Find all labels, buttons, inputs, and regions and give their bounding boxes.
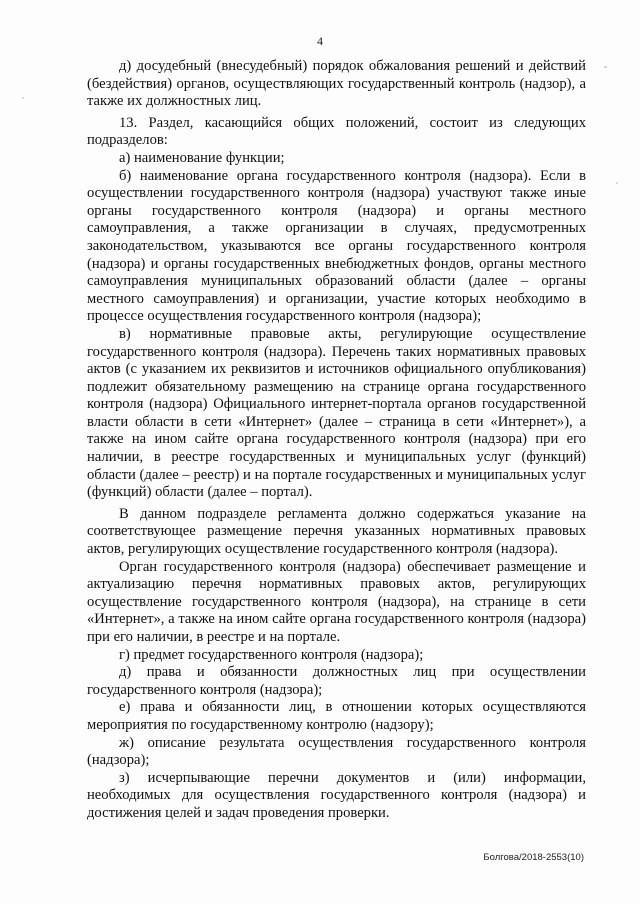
paragraph-item-b: б) наименование органа государственного контроля (надзора). Если в осуществлении государственного контроля (надзора) участвуют также иные органы государственного контроля (надзора) и органы местного самоуправления, а также организации в случаях, предусмотренных законодательством, указываются все органы государственного контроля (надзора) и органы государственных внебюджетных фондов, органы местного самоуправления муниципальных образований области (далее – органы местного самоуправления) и организации, участие которых необходимо в процессе осуществления государственного контроля (надзора); <box>87 167 586 325</box>
paragraph-section-13: 13. Раздел, касающийся общих положений, состоит из следующих подразделов: <box>87 114 586 149</box>
document-reference-code: Болгова/2018-2553(10) <box>483 852 584 863</box>
scan-noise-speck <box>616 182 618 184</box>
paragraph-body-obligation: Орган государственного контроля (надзора) обеспечивает размещение и актуализацию перечня нормативных правовых актов, регулирующих осуществление государственного контроля (надзора), на странице в сети «Интернет», а также на ином сайте органа государственного контроля (надзора) при его наличии, в реестре и на портале. <box>87 558 586 645</box>
paragraph-item-e: е) права и обязанности лиц, в отношении которых осуществляются мероприятия по государственному контролю (надзору); <box>87 699 586 733</box>
paragraph-item-v: в) нормативные правовые акты, регулирующие осуществление государственного контроля (надзора). Перечень таких нормативных правовых актов (с указанием их реквизитов и источников официального опубликования) подлежит обязательному размещению на странице органа государственного контроля (надзора) Официального интернет-портала органов государственной власти области в сети «Интернет» (далее – страница в сети «Интернет»), а также на ином сайте органа государственного контроля (надзора) при его наличии, в реестре государственных и муниципальных услуг (функций) области (далее – реестр) и на портале государственных и муниципальных услуг (функций) области (далее – портал). <box>87 325 586 501</box>
paragraph-item-g: г) предмет государственного контроля (надзора); <box>119 646 424 663</box>
paragraph-item-d-appeal: д) досудебный (внесудебный) порядок обжалования решений и действий (бездействия) органов, осуществляющих государственный контроль (надзор), а также их должностных лиц. <box>87 58 586 110</box>
scan-noise-speck <box>22 97 24 99</box>
scan-noise-speck <box>604 66 607 68</box>
paragraph-item-d-rights: д) права и обязанности должностных лиц при осуществлении государственного контроля (надзора); <box>87 664 586 698</box>
paragraph-item-zh: ж) описание результата осуществления государственного контроля (надзора); <box>87 734 586 769</box>
paragraph-subsection-note: В данном подразделе регламента должно содержаться указание на соответствующее размещение перечня указанных нормативных правовых актов, регулирующих осуществление государственного контроля (надзора). <box>87 505 586 558</box>
document-body <box>87 58 586 823</box>
paragraph-item-a: а) наименование функции; <box>119 149 285 166</box>
paragraph-item-z: з) исчерпывающие перечни документов и (или) информации, необходимых для осуществления государственного контроля (надзора) и достижения целей и задач проведения проверки. <box>87 769 586 821</box>
page-number: 4 <box>317 34 323 48</box>
